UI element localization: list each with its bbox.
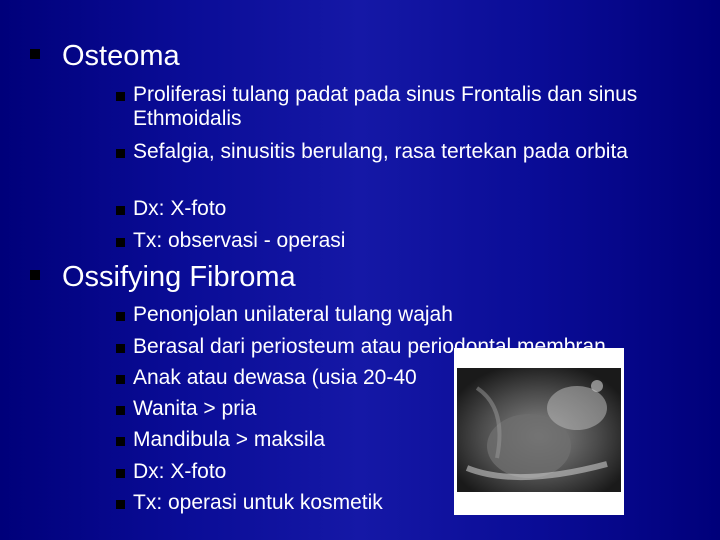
bullet-square-icon [116,500,125,509]
bullet-text: Proliferasi tulang padat pada sinus Frontalis dan sinus Ethmoidalis [133,83,638,130]
bullet-text: Tx: operasi untuk kosmetik [133,491,383,514]
bullet-square-icon [30,270,40,280]
section-heading-ossifying-fibroma [30,260,296,294]
bullet-square-icon [116,406,125,415]
bullet-text: Mandibula > maksila [133,428,326,451]
bullet-text: Wanita > pria [133,397,257,420]
bullet-square-icon [30,49,40,59]
bullet-text: Tx: observasi - operasi [133,229,346,252]
bullet-square-icon [116,149,125,158]
bullet-text: Dx: X-foto [133,197,227,220]
bullet-text: Anak atau dewasa (usia 20-40 [133,366,417,389]
bullet-item [116,397,696,421]
bullet-item [116,229,696,253]
heading-text: Ossifying Fibroma [62,261,296,293]
bullet-square-icon [116,238,125,247]
bullet-square-icon [116,206,125,215]
bullet-item [116,335,696,359]
bullet-item [116,140,696,164]
bullet-text: Sefalgia, sinusitis berulang, rasa tertekan pada orbita [133,140,628,163]
bullet-item [116,366,696,390]
heading-text: Osteoma [62,40,180,72]
bullet-square-icon [116,92,125,101]
bullet-item [116,83,696,131]
bullet-square-icon [116,312,125,321]
bullet-item [116,460,696,484]
bullet-square-icon [116,469,125,478]
bullet-square-icon [116,437,125,446]
bullet-item [116,303,696,327]
bullet-square-icon [116,344,125,353]
bullet-item [116,428,696,452]
bullet-square-icon [116,375,125,384]
bullet-text: Berasal dari periosteum atau periodontal membran [133,335,606,358]
bullet-item [116,197,696,221]
bullet-text: Dx: X-foto [133,460,227,483]
section-heading-osteoma [30,39,180,73]
bullet-text: Penonjolan unilateral tulang wajah [133,303,453,326]
bullet-item [116,491,696,515]
